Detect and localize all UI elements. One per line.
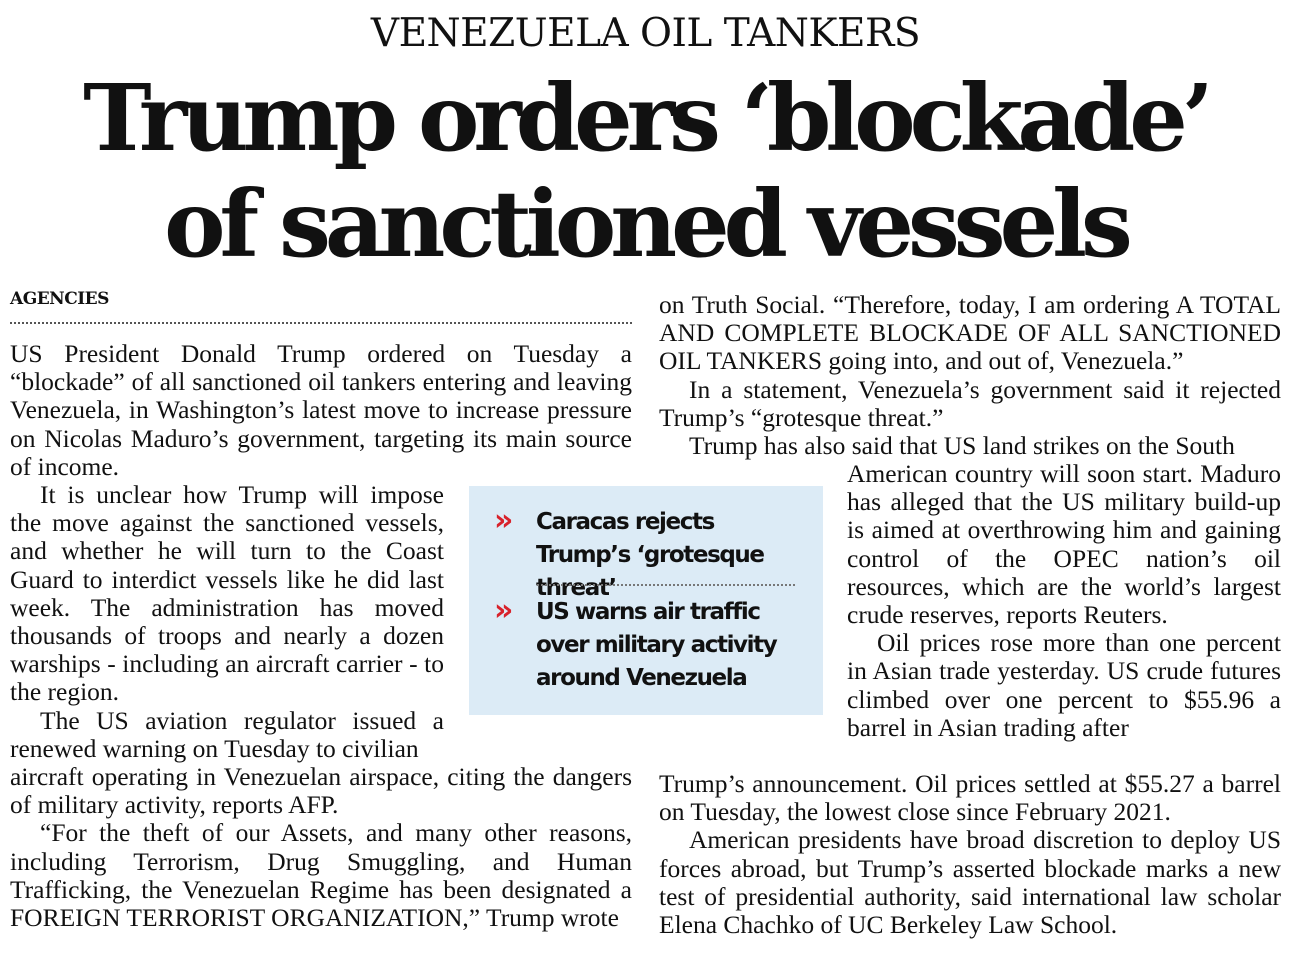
paragraph-continued: on Truth Social. “Therefore, today, I am ordering A TOTAL AND COMPLETE BLOCKADE OF ALL SANCTIONED OIL TANKERS going into, and out of, Venezuela.” — [659, 290, 1281, 376]
byline-divider — [10, 322, 632, 324]
paragraph: It is unclear how Trump will impose the move against the sanctioned vessels, and whether he will turn to the Coast Guard to interdict vessels like he did last week. The administration has moved thousands of troops and nearly a dozen warships - including an aircraft carrier - to the region. — [10, 480, 444, 707]
article-column-left-bottom — [10, 763, 632, 932]
article-column-right-middle — [847, 460, 1281, 742]
article-column-right-bottom — [659, 770, 1281, 939]
paragraph: American presidents have broad discretion to deploy US forces abroad, but Trump’s asserted blockade marks a new test of presidential authority, said international law scholar Elena Chachko of UC Berkeley Law School. — [659, 825, 1281, 940]
highlights-divider — [537, 584, 795, 586]
paragraph: “For the theft of our Assets, and many other reasons, including Terrorism, Drug Smuggling, and Human Trafficking, the Venezuelan Regime has been designated a FOREIGN TERRORIST ORGANIZATION,” Trump wrote — [10, 818, 632, 933]
double-chevron-right-icon: » — [494, 503, 509, 538]
highlight-item — [494, 503, 806, 605]
highlight-text: US warns air traffic over military activity around Venezuela — [536, 599, 777, 691]
byline: AGENCIES — [10, 289, 109, 309]
highlight-item — [494, 593, 806, 695]
section-kicker: VENEZUELA OIL TANKERS — [370, 11, 921, 56]
paragraph-continued: American country will soon start. Maduro has alleged that the US military build-up is aimed at overthrowing him and gaining control of the OPEC nation’s oil resources, which are the world’s largest crude reserves, reports Reuters. — [847, 459, 1281, 630]
double-chevron-right-icon: » — [494, 593, 509, 628]
article-column-right-top — [659, 291, 1281, 460]
article-column-left-top — [10, 340, 632, 481]
paragraph-continued: aircraft operating in Venezuelan airspace, citing the dangers of military activity, reports AFP. — [10, 762, 632, 820]
paragraph-continued: Trump’s announcement. Oil prices settled at $55.27 a barrel on Tuesday, the lowest close since February 2021. — [659, 769, 1281, 827]
article-column-left-middle — [10, 481, 444, 763]
headline-line-2: of sanctioned vessels — [164, 170, 1127, 278]
headline-line-1: Trump orders ‘blockade’ — [83, 64, 1208, 172]
paragraph: The US aviation regulator issued a renewed warning on Tuesday to civilian — [10, 705, 444, 763]
paragraph: Trump has also said that US land strikes on the South — [689, 431, 1235, 461]
paragraph-lead: US President Donald Trump ordered on Tuesday a “blockade” of all sanctioned oil tankers entering and leaving Venezuela, in Washington’s latest move to increase pressure on Nicolas Maduro’s government, targeting its main source of income. — [10, 339, 632, 481]
paragraph: In a statement, Venezuela’s government said it rejected Trump’s “grotesque threat.” — [659, 374, 1281, 432]
highlights-box — [469, 486, 823, 715]
highlight-text: Caracas rejects Trump’s ‘grotesque threat’ — [536, 509, 764, 601]
paragraph: Oil prices rose more than one percent in Asian trade yesterday. US crude futures climbed over one percent to $55.96 a barrel in Asian trading after — [847, 628, 1281, 742]
